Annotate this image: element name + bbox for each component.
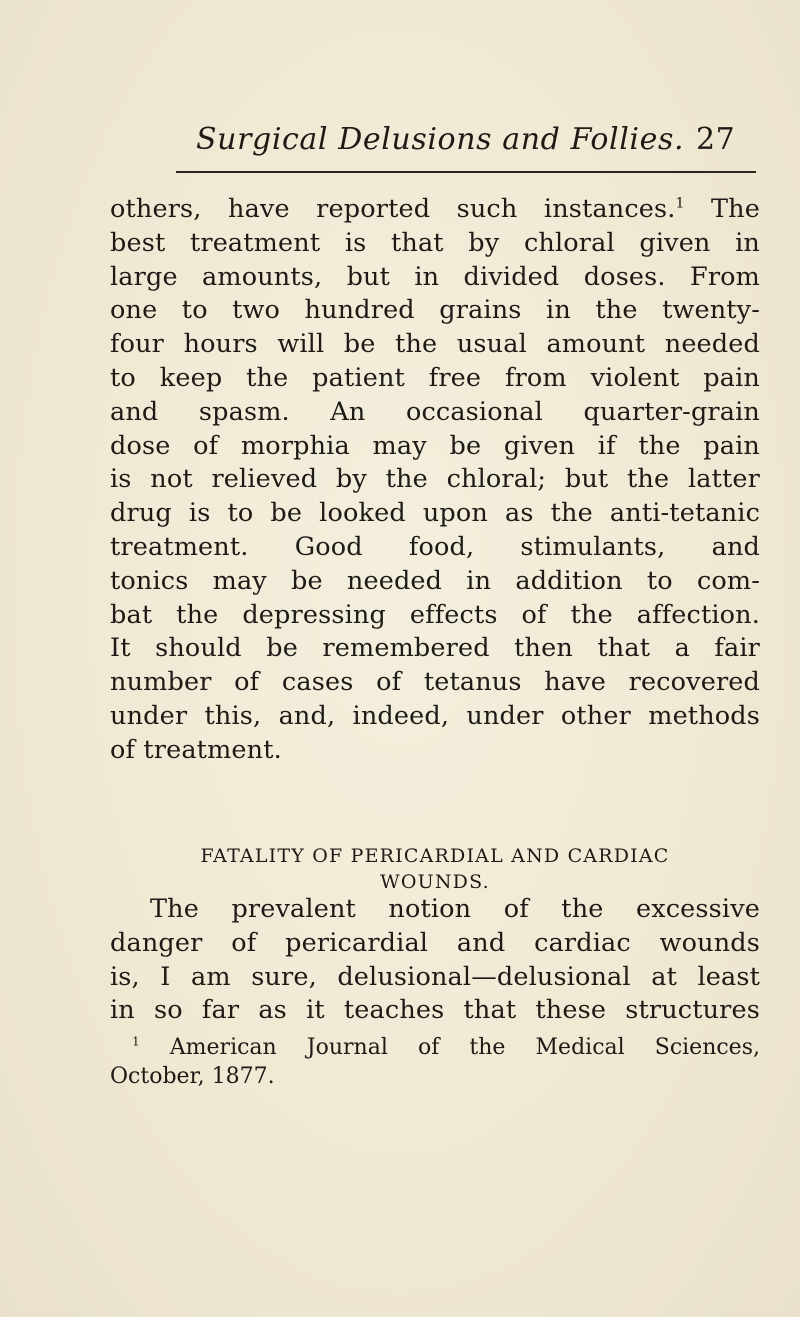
footnote-marker: 1 xyxy=(132,1034,140,1049)
text-line: to keep the patient free from violent pain xyxy=(110,362,760,393)
page-number: 27 xyxy=(696,122,736,157)
header-rule xyxy=(176,171,756,173)
running-head xyxy=(196,122,756,162)
text-line: bat the depressing effects of the affection. xyxy=(110,599,760,630)
text-line: one to two hundred grains in the twenty- xyxy=(110,295,760,326)
text-line: drug is to be looked upon as the anti-tetanic xyxy=(110,498,760,529)
text-line: danger of pericardial and cardiac wounds xyxy=(110,927,760,958)
text-line: tonics may be needed in addition to com- xyxy=(110,565,760,596)
footnote xyxy=(110,1033,760,1091)
text-line: best treatment is that by chloral given in xyxy=(110,227,760,258)
text-line: others, have reported such instances.$^1$ The xyxy=(110,194,760,224)
text-line: under this, and, indeed, under other methods xyxy=(110,700,760,731)
footnote-line: October, 1877. xyxy=(110,1064,275,1089)
text-line: of treatment. xyxy=(110,734,282,765)
paragraph-tetanus-treatment xyxy=(110,193,760,768)
text-line: and spasm. An occasional quarter-grain xyxy=(110,396,760,427)
footnote-line: $^1$ American Journal of the Medical Sciences, xyxy=(132,1034,760,1060)
text-line: The prevalent notion of the excessive xyxy=(150,894,760,924)
running-title: Surgical Delusions and Follies. xyxy=(196,122,685,157)
footnote-reference: 1 xyxy=(675,195,685,212)
section-heading xyxy=(110,843,760,895)
text-line: in so far as it teaches that these structures xyxy=(110,995,760,1026)
text-line: four hours will be the usual amount needed xyxy=(110,329,760,360)
paragraph-cardiac-wounds xyxy=(110,893,760,1028)
section-heading-line: WOUNDS. xyxy=(380,871,490,893)
text-line: treatment. Good food, stimulants, and xyxy=(110,531,760,562)
section-heading-line: FATALITY OF PERICARDIAL AND CARDIAC xyxy=(200,845,670,867)
text-line: It should be remembered then that a fair xyxy=(110,633,760,664)
text-line: number of cases of tetanus have recovered xyxy=(110,667,760,698)
text-line: is, I am sure, delusional—delusional at least xyxy=(110,961,760,992)
text-line: dose of morphia may be given if the pain xyxy=(110,430,760,461)
text-line: is not relieved by the chloral; but the latter xyxy=(110,464,760,495)
text-line: large amounts, but in divided doses. From xyxy=(110,261,760,292)
